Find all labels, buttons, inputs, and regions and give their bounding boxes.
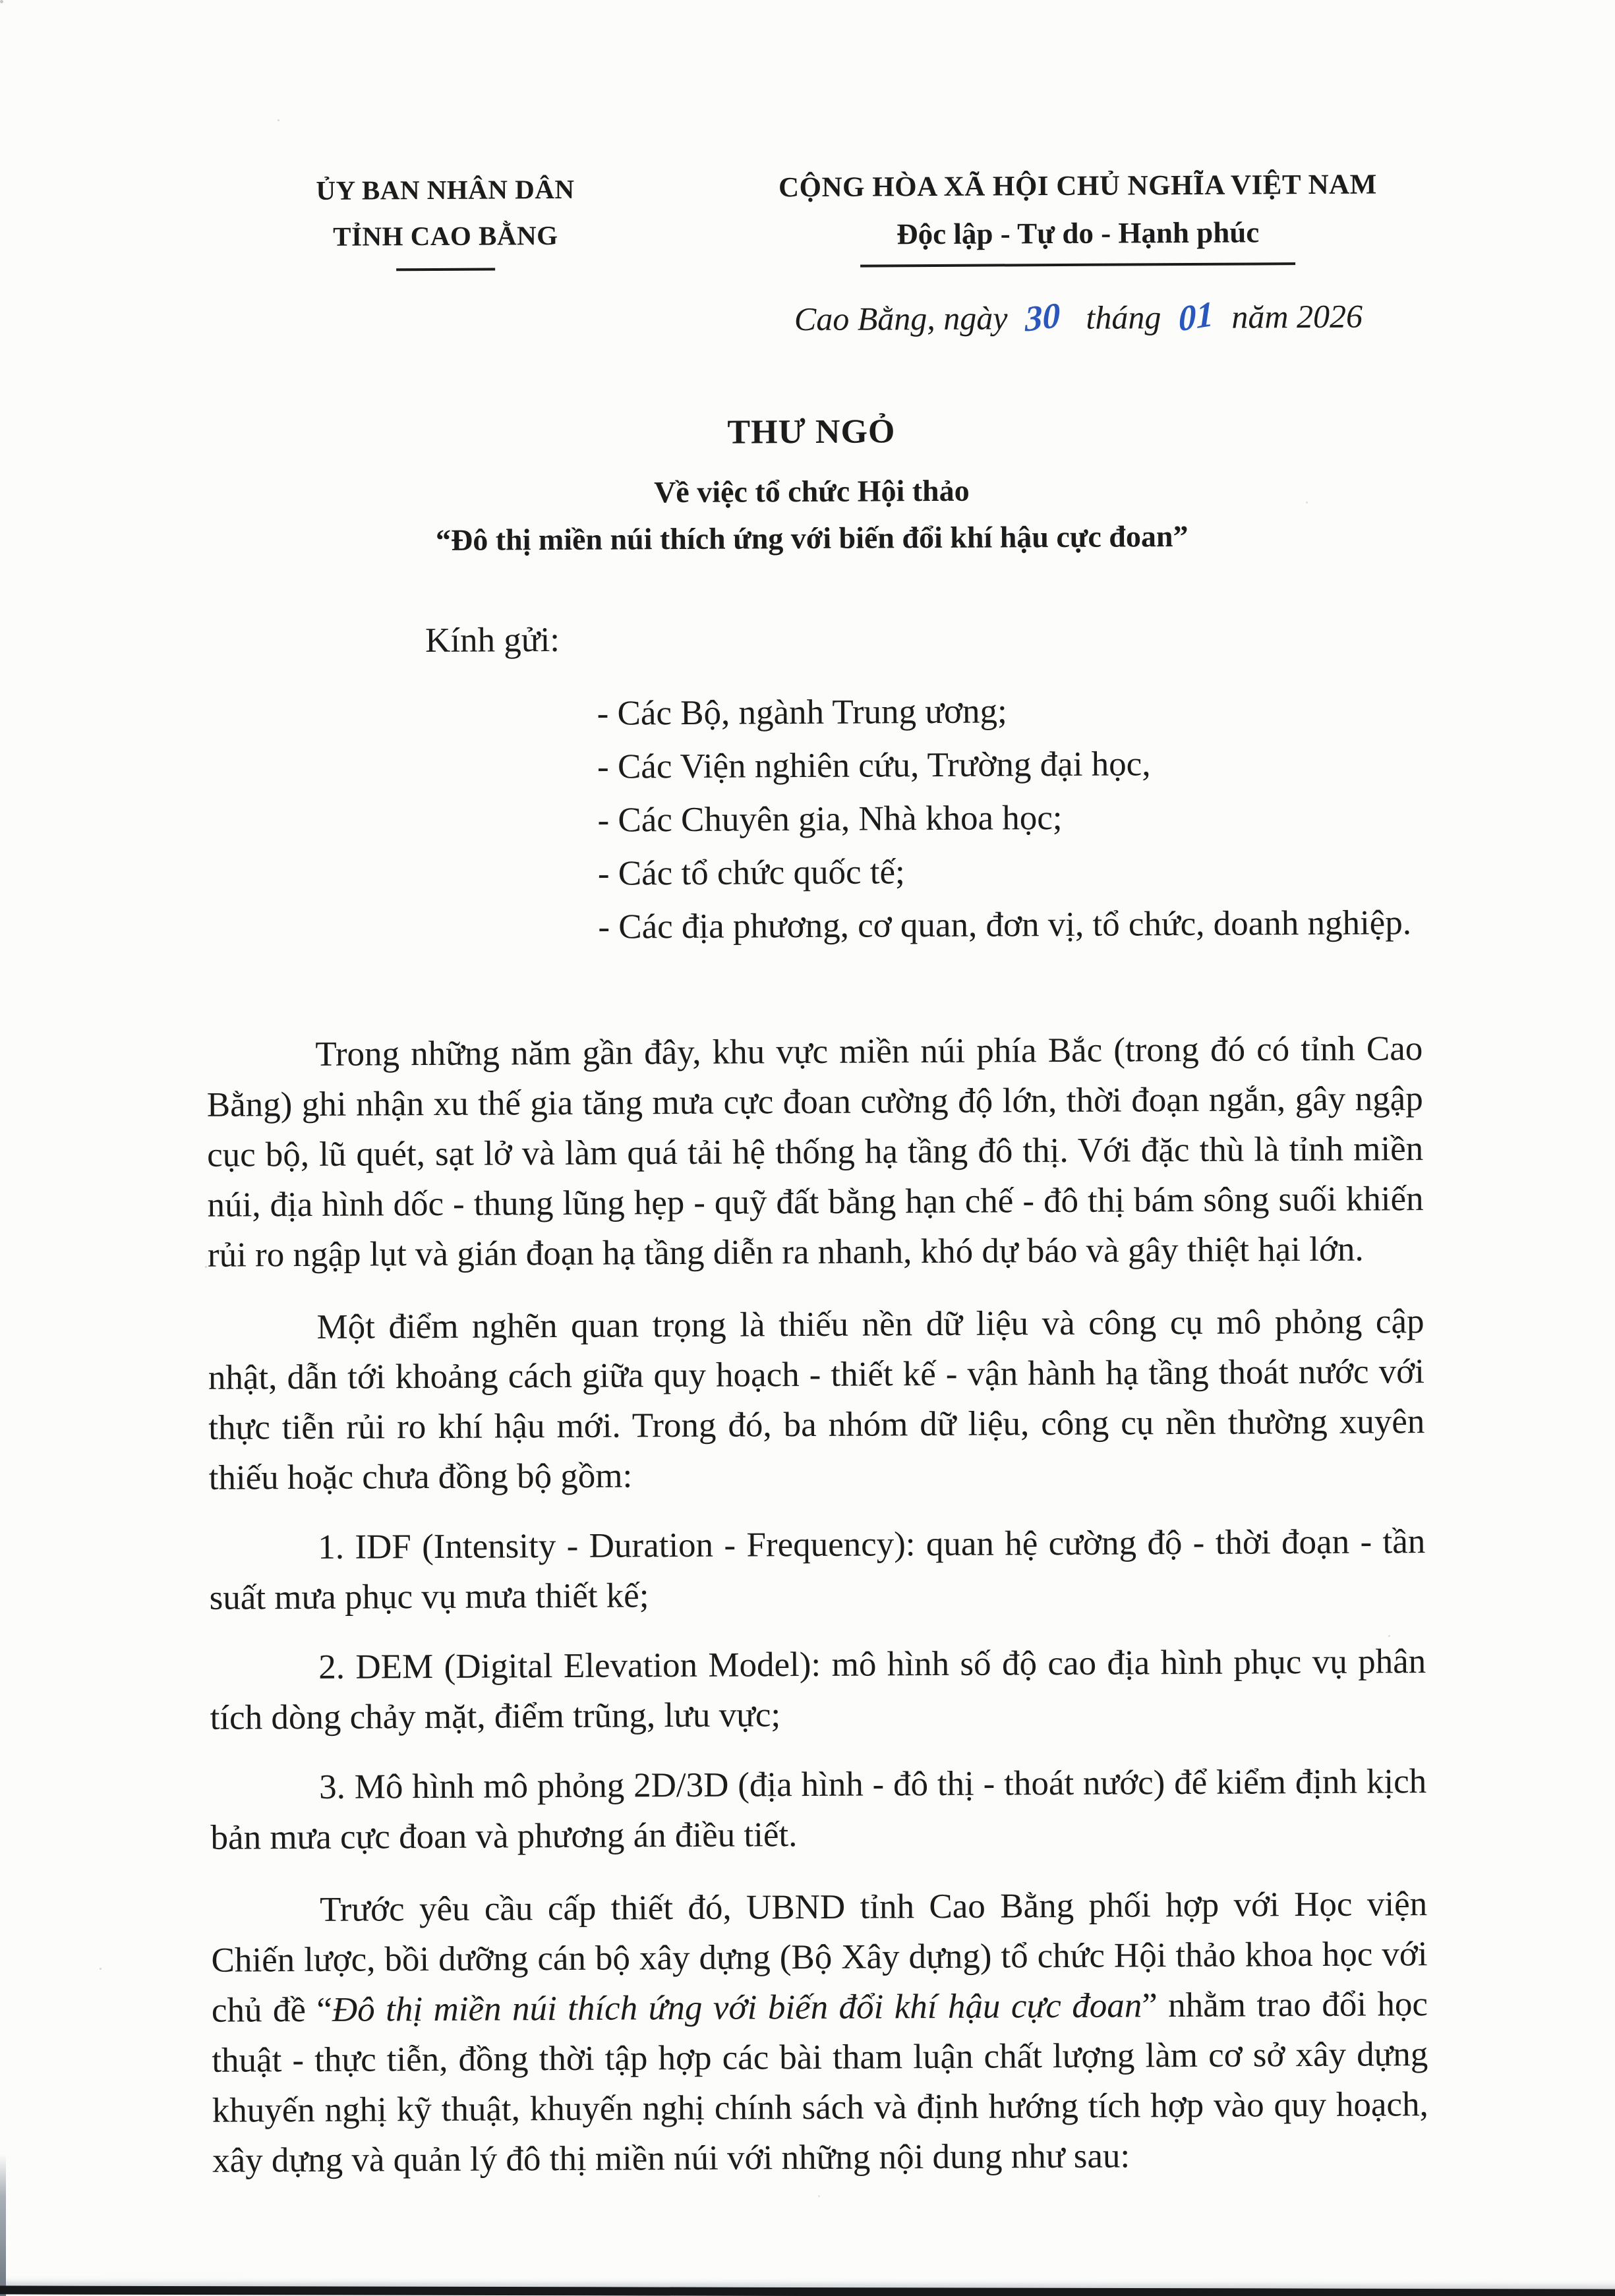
authority-underline <box>396 268 495 271</box>
date-suffix: năm 2026 <box>1231 297 1363 335</box>
document-title: THƯ NGỎ <box>727 413 896 451</box>
scan-noise-specks <box>0 0 3 3</box>
scan-edge-bottom <box>0 2285 1615 2296</box>
place-date-line <box>738 295 1419 339</box>
paragraph-4-text: ” nhằm trao đổi học thuật - thực tiễn, đồng thời tập hợp các bài tham luận chất lượng làm cơ sở xây dựng khuyến nghị kỹ thuật, khuyến nghị chính sách và định hướng tích hợp vào quy hoạch, xây dựng và quản lý đô thị miền núi với những nội dung như sau: <box>212 1985 1428 2180</box>
recipient-item: - Các tổ chức quốc tế; <box>597 853 905 893</box>
national-title: CỘNG HÒA XÃ HỘI CHỦ NGHĨA VIỆT NAM <box>778 169 1377 204</box>
recipient-item: - Các Bộ, ngành Trung ương; <box>597 692 1007 733</box>
national-motto: Độc lập - Tự do - Hạnh phúc <box>896 215 1260 251</box>
body-paragraph-1: Trong những năm gần đây, khu vực miền núi phía Bắc (trong đó có tỉnh Cao Bằng) ghi nhận xu thế gia tăng mưa cực đoan cường độ lớn, thời đoạn ngắn, gây ngập cục bộ, lũ quét, sạt lở và làm quá tải hệ thống hạ tầng đô thị. Với đặc thù là tỉnh miền núi, địa hình dốc - thung lũng hẹp - quỹ đất bằng hạn chế - đô thị bám sông suối khiến rủi ro ngập lụt và gián đoạn hạ tầng diễn ra nhanh, khó dự báo và gây thiệt hại lớn. <box>206 1029 1424 1275</box>
handwritten-day: 30 <box>1024 295 1061 339</box>
salutation: Kính gửi: <box>425 620 560 660</box>
recipient-item: - Các Chuyên gia, Nhà khoa học; <box>597 798 1063 840</box>
body-paragraph-4 <box>211 1879 1428 2186</box>
numbered-item-1: 1. IDF (Intensity - Duration - Frequency): quan hệ cường độ - thời đoạn - tần suất mưa phục vụ mưa thiết kế; <box>209 1522 1426 1617</box>
recipient-list <box>597 683 1422 954</box>
authority-name-line2: TỈNH CAO BẰNG <box>333 219 558 252</box>
paragraph-4-text: Trước yêu cầu cấp thiết đó, UBND tỉnh Cao Bằng phối hợp với Học viện Chiến lược, bồi dưỡng cán bộ xây dựng (Bộ Xây dựng) tổ chức Hội thảo khoa học với chủ đề “ <box>211 1885 1428 2030</box>
workshop-theme-quote: Đô thị miền núi thích ứng với biến đổi khí hậu cực đoan <box>332 1986 1142 2029</box>
numbered-item-2: 2. DEM (Digital Elevation Model): mô hình số độ cao địa hình phục vụ phân tích dòng chảy mặt, điểm trũng, lưu vực; <box>210 1642 1426 1737</box>
date-mid: tháng <box>1086 299 1161 336</box>
document-subtitle: Về việc tổ chức Hội thảo <box>653 473 970 509</box>
issuing-authority-block <box>202 165 689 272</box>
numbered-item-3: 3. Mô hình mô phỏng 2D/3D (địa hình - đô thị - thoát nước) để kiểm định kịch bản mưa cực đoan và phương án điều tiết. <box>210 1762 1427 1857</box>
motto-underline <box>861 262 1296 267</box>
handwritten-month: 01 <box>1178 293 1215 339</box>
date-prefix: Cao Bằng, ngày <box>794 299 1008 338</box>
national-header-block <box>737 161 1419 268</box>
recipient-item: - Các Viện nghiên cứu, Trường đại học, <box>597 745 1151 786</box>
recipient-item: - Các địa phương, cơ quan, đơn vị, tổ chức, doanh nghiệp. <box>598 904 1412 946</box>
letter-header <box>202 161 1419 272</box>
authority-name-line1: ỦY BAN NHÂN DÂN <box>316 173 575 206</box>
scan-edge-left <box>0 2154 6 2296</box>
body-paragraph-2: Một điểm nghẽn quan trọng là thiếu nền dữ liệu và công cụ mô phỏng cập nhật, dẫn tới khoảng cách giữa quy hoạch - thiết kế - vận hành hạ tầng thoát nước với thực tiễn rủi ro khí hậu mới. Trong đó, ba nhóm dữ liệu, công cụ nền thường xuyên thiếu hoặc chưa đồng bộ gồm: <box>208 1302 1425 1497</box>
document-subtitle-quote: “Đô thị miền núi thích ứng với biến đổi khí hậu cực đoan” <box>435 519 1189 557</box>
